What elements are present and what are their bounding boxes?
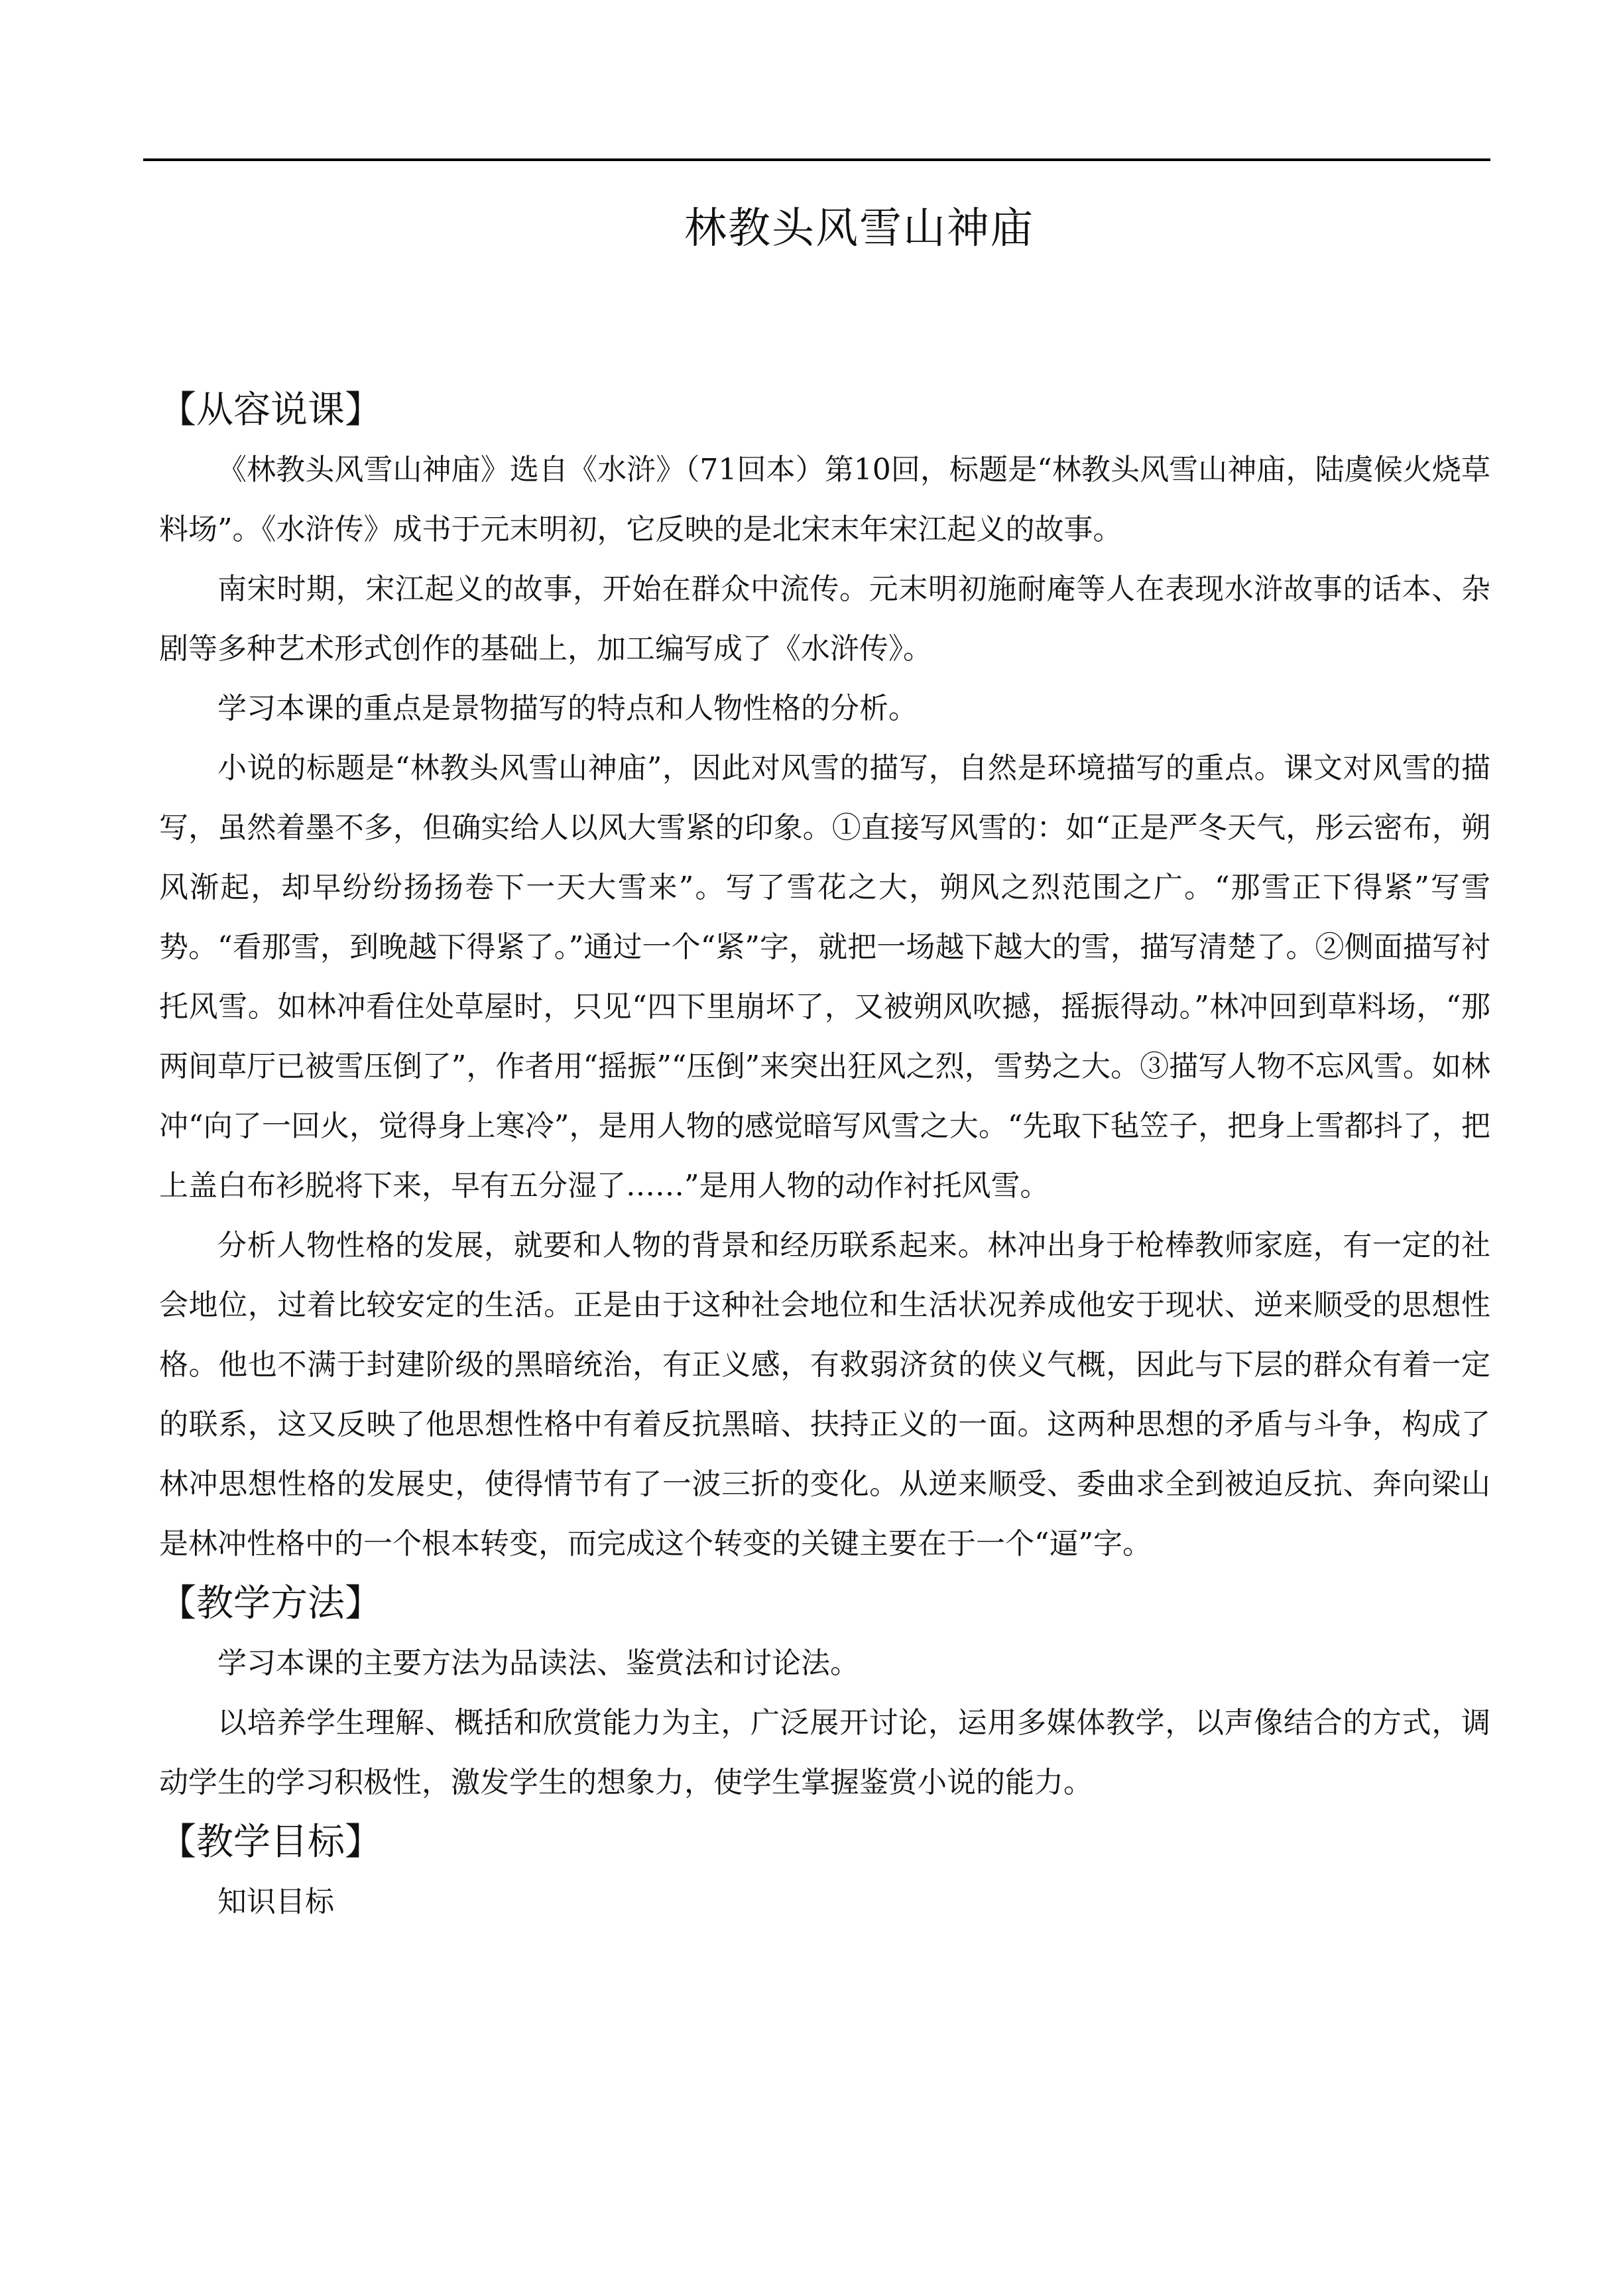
section-heading-congrong-shuoke: 【从容说课】 [159, 389, 382, 432]
section-heading-teaching-goals: 【教学目标】 [159, 1821, 382, 1864]
paragraph: 学习本课的重点是景物描写的特点和人物性格的分析。 [217, 692, 918, 725]
paragraph: 分析人物性格的发展，就要和人物的背景和经历联系起来。林冲出身于枪棒教师家庭，有一定的社会地位，过着比较安定的生活。正是由于这种社会地位和生活状况养成他安于现状、逆来顺受的思想性格。他也不满于封建阶级的黑暗统治，有正义感，有救弱济贫的侠义气概，因此与下层的群众有着一定的联系，这又反映了他思想性格中有着反抗黑暗、扶持正义的一面。这两种思想的矛盾与斗争，构成了林冲思想性格的发展史，使得情节有了一波三折的变化。从逆来顺受、委曲求全到被迫反抗、奔向梁山是林冲性格中的一个根本转变，而完成这个转变的关键主要在于一个“逼”字。 [159, 1229, 1490, 1561]
paragraph: 小说的标题是“林教头风雪山神庙”，因此对风雪的描写，自然是环境描写的重点。课文对风雪的描写，虽然着墨不多，但确实给人以风大雪紧的印象。①直接写风雪的：如“正是严冬天气，彤云密布，朔风渐起，却早纷纷扬扬卷下一天大雪来”。写了雪花之大，朔风之烈范围之广。“那雪正下得紧”写雪势。“看那雪，到晚越下得紧了。”通过一个“紧”字，就把一场越下越大的雪，描写清楚了。②侧面描写衬托风雪。如林冲看住处草屋时，只见“四下里崩坏了，又被朔风吹撼，摇振得动。”林冲回到草料场，“那两间草厅已被雪压倒了”，作者用“摇振”“压倒”来突出狂风之烈，雪势之大。③描写人物不忘风雪。如林冲“向了一回火，觉得身上寒冷”，是用人物的感觉暗写风雪之大。“先取下毡笠子，把身上雪都抖了，把上盖白布衫脱将下来，早有五分湿了……”是用人物的动作衬托风雪。 [159, 751, 1491, 1203]
header-rule [143, 158, 1490, 161]
paragraph: 学习本课的主要方法为品读法、鉴赏法和讨论法。 [217, 1646, 859, 1680]
document-body [159, 381, 1490, 1932]
subsection-label: 知识目标 [217, 1885, 334, 1919]
section-heading-teaching-methods: 【教学方法】 [159, 1582, 382, 1625]
paragraph: 南宋时期，宋江起义的故事，开始在群众中流传。元末明初施耐庵等人在表现水浒故事的话本、杂剧等多种艺术形式创作的基础上，加工编写成了《水浒传》。 [159, 572, 1490, 666]
paragraph: 《林教头风雪山神庙》选自《水浒》（71回本）第10回，标题是“林教头风雪山神庙，陆虞候火烧草料场”。《水浒传》成书于元末明初，它反映的是北宋末年宋江起义的故事。 [159, 453, 1490, 546]
paragraph: 以培养学生理解、概括和欣赏能力为主，广泛展开讨论，运用多媒体教学，以声像结合的方式，调动学生的学习积极性，激发学生的想象力，使学生掌握鉴赏小说的能力。 [159, 1706, 1490, 1799]
page-title: 林教头风雪山神庙 [684, 204, 1034, 253]
